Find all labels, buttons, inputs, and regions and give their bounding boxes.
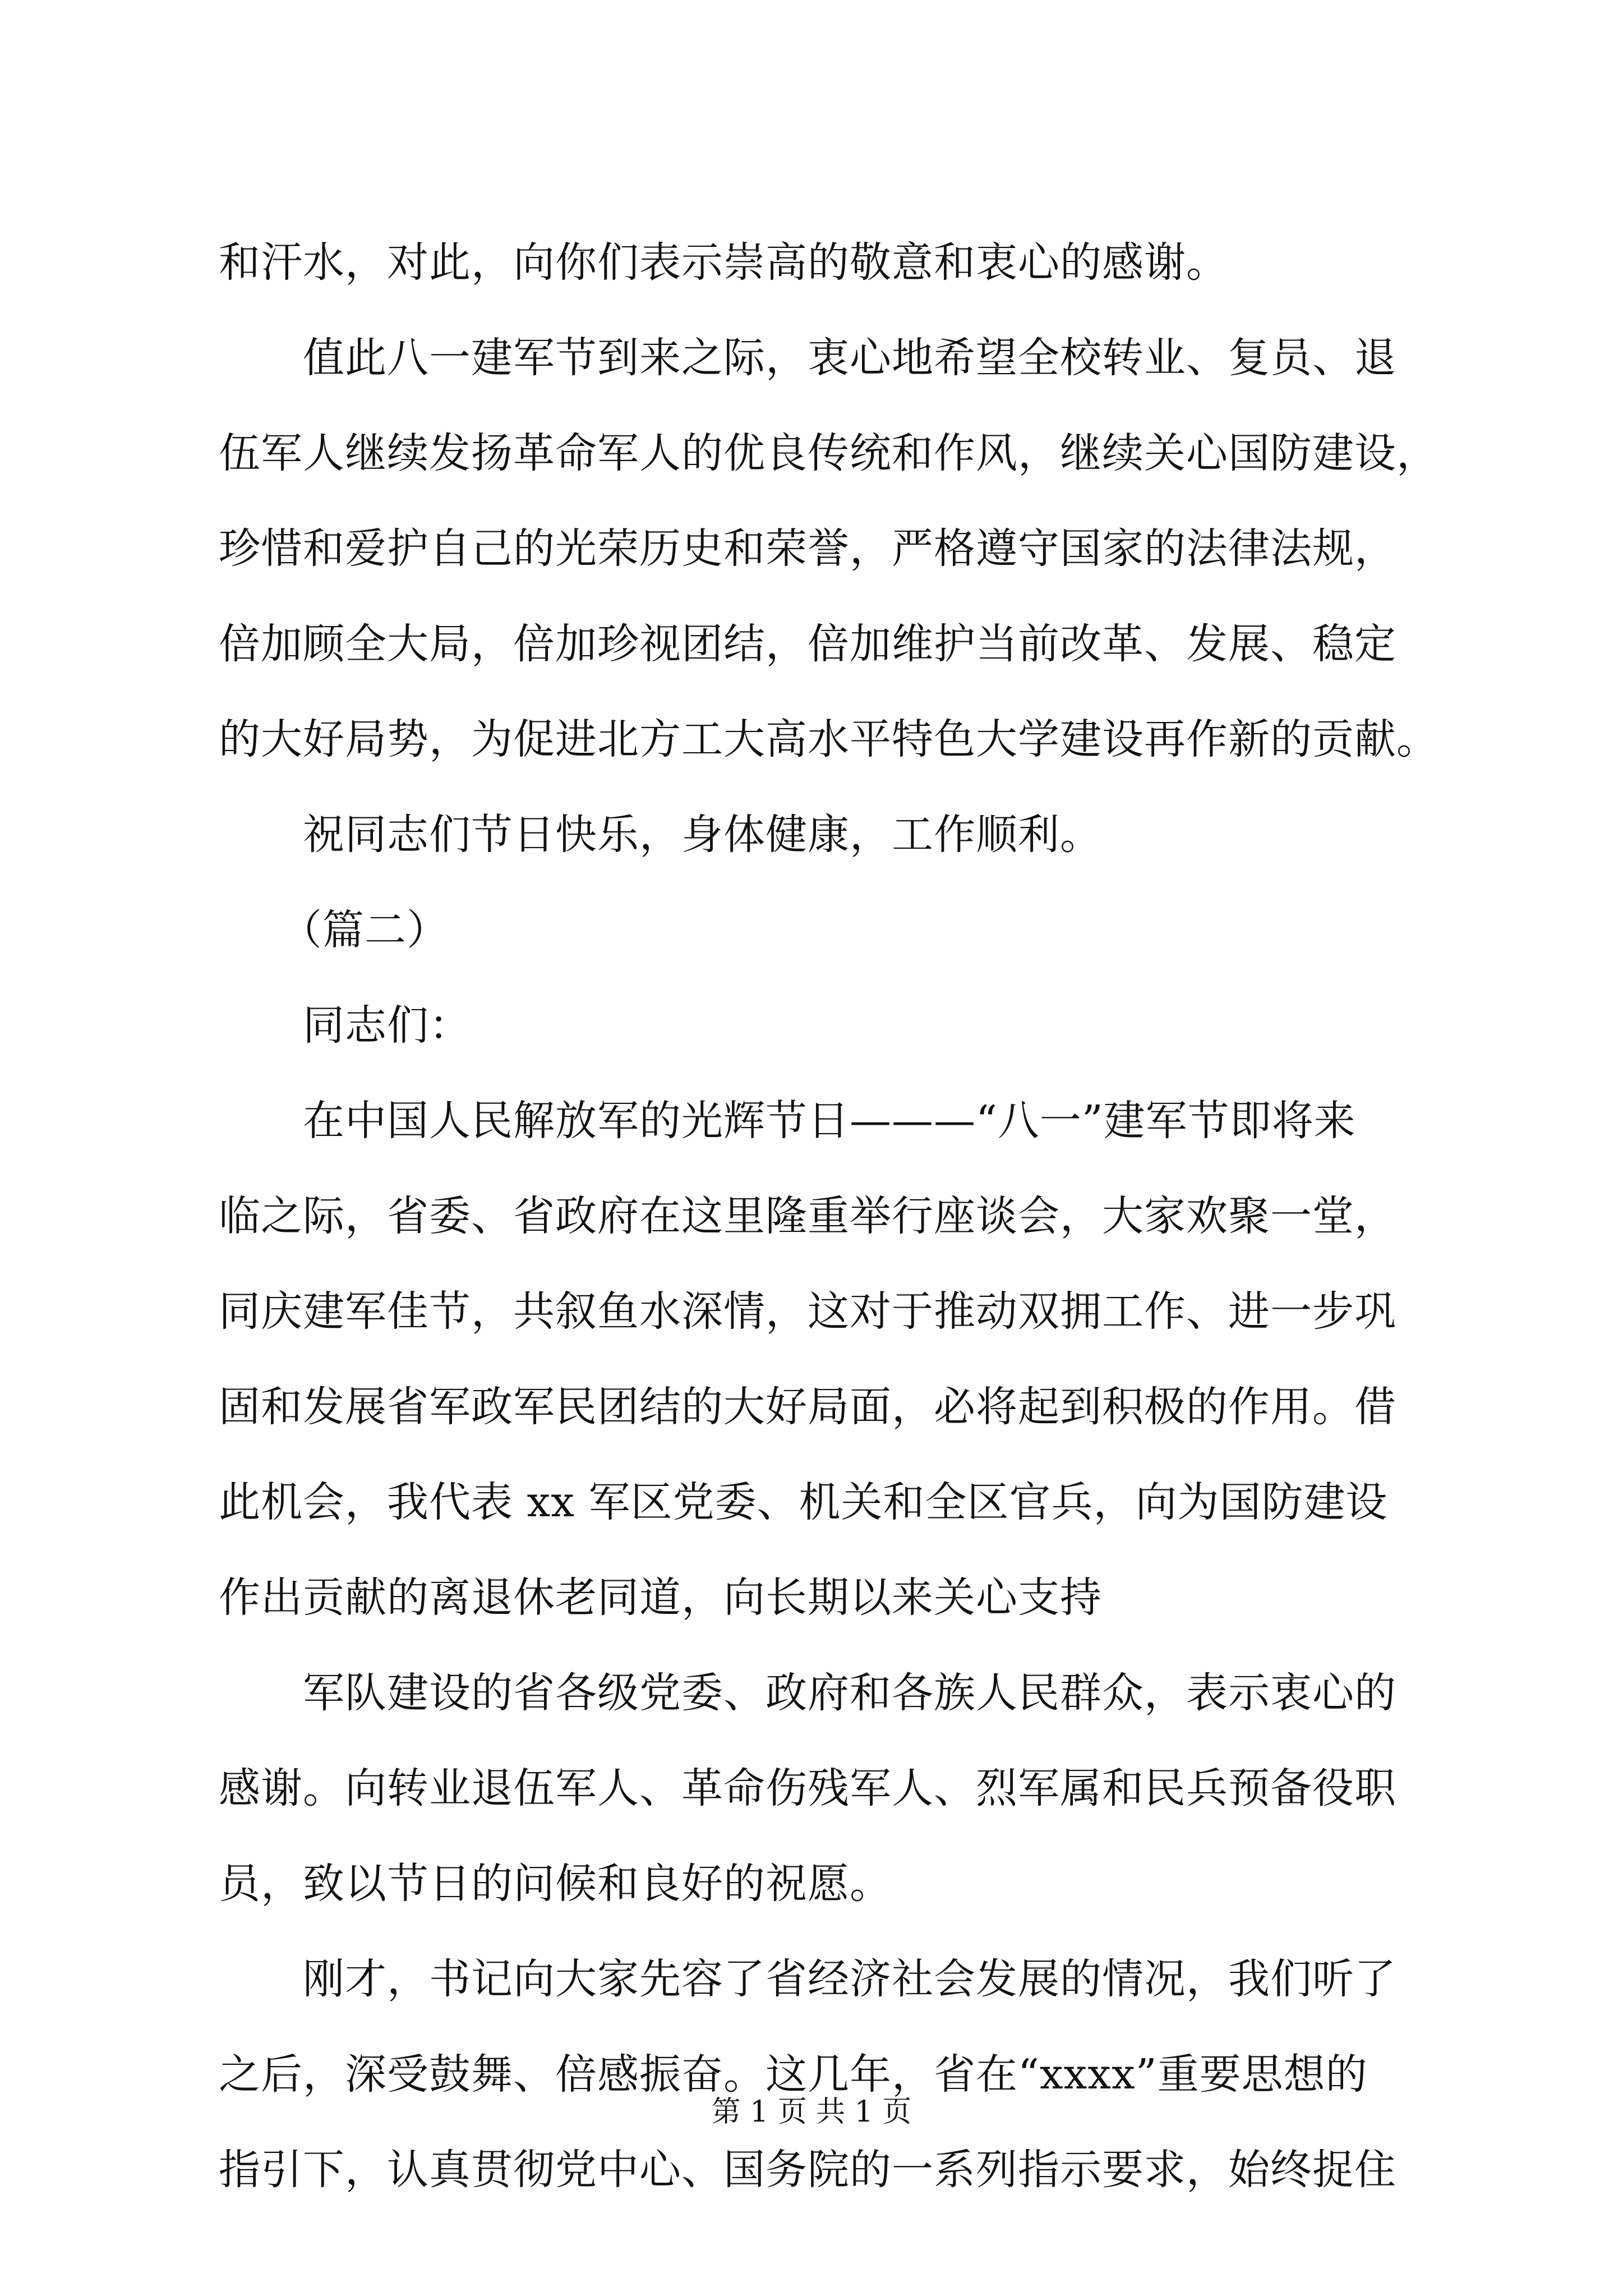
text-line: 刚才，书记向大家先容了省经济社会发展的情况，我们听了 <box>303 1955 1396 2003</box>
text-line: 伍军人继续发扬革命军人的优良传统和作风，继续关心国防建设， <box>219 429 1438 477</box>
text-line: 祝同志们节日快乐，身体健康，工作顺利。 <box>303 811 1102 859</box>
section-heading: （篇二） <box>280 906 449 954</box>
text-line: 之后，深受鼓舞、倍感振奋。这几年，省在“xxxx”重要思想的 <box>219 2050 1368 2099</box>
text-line: 员，致以节日的问候和良好的祝愿。 <box>219 1860 892 1908</box>
text-line: 此机会，我代表 xx 军区党委、机关和全区官兵，向为国防建设 <box>219 1478 1388 1526</box>
text-line: 的大好局势，为促进北方工大高水平特色大学建设再作新的贡献。 <box>219 715 1438 763</box>
text-line: 固和发展省军政军民团结的大好局面，必将起到积极的作用。借 <box>219 1383 1396 1431</box>
text-line: 和汗水，对此，向你们表示崇高的敬意和衷心的感谢。 <box>219 238 1228 287</box>
text-line: 感谢。向转业退伍军人、革命伤残军人、烈军属和民兵预备役职 <box>219 1764 1396 1812</box>
text-line: 作出贡献的离退休老同道，向长期以来关心支持 <box>219 1573 1102 1622</box>
text-line: 临之际，省委、省政府在这里隆重举行座谈会，大家欢聚一堂， <box>219 1192 1396 1240</box>
text-line: 同庆建军佳节，共叙鱼水深情，这对于推动双拥工作、进一步巩 <box>219 1287 1396 1336</box>
page-footer: 第 1 页 共 1 页 <box>711 2095 912 2129</box>
text-line: 指引下，认真贯彻党中心、国务院的一系列指示要求，始终捉住 <box>219 2146 1396 2194</box>
salutation: 同志们： <box>303 1001 471 1050</box>
text-line: 值此八一建军节到来之际，衷心地希望全校转业、复员、退 <box>303 334 1396 382</box>
text-line: 在中国人民解放军的光辉节日———“八一”建军节即将来 <box>303 1097 1356 1145</box>
text-line: 倍加顾全大局，倍加珍视团结，倍加维护当前改革、发展、稳定 <box>219 620 1396 668</box>
text-line: 军队建设的省各级党委、政府和各族人民群众，表示衷心的 <box>303 1669 1396 1717</box>
text-line: 珍惜和爱护自己的光荣历史和荣誉，严格遵守国家的法律法规， <box>219 524 1396 573</box>
